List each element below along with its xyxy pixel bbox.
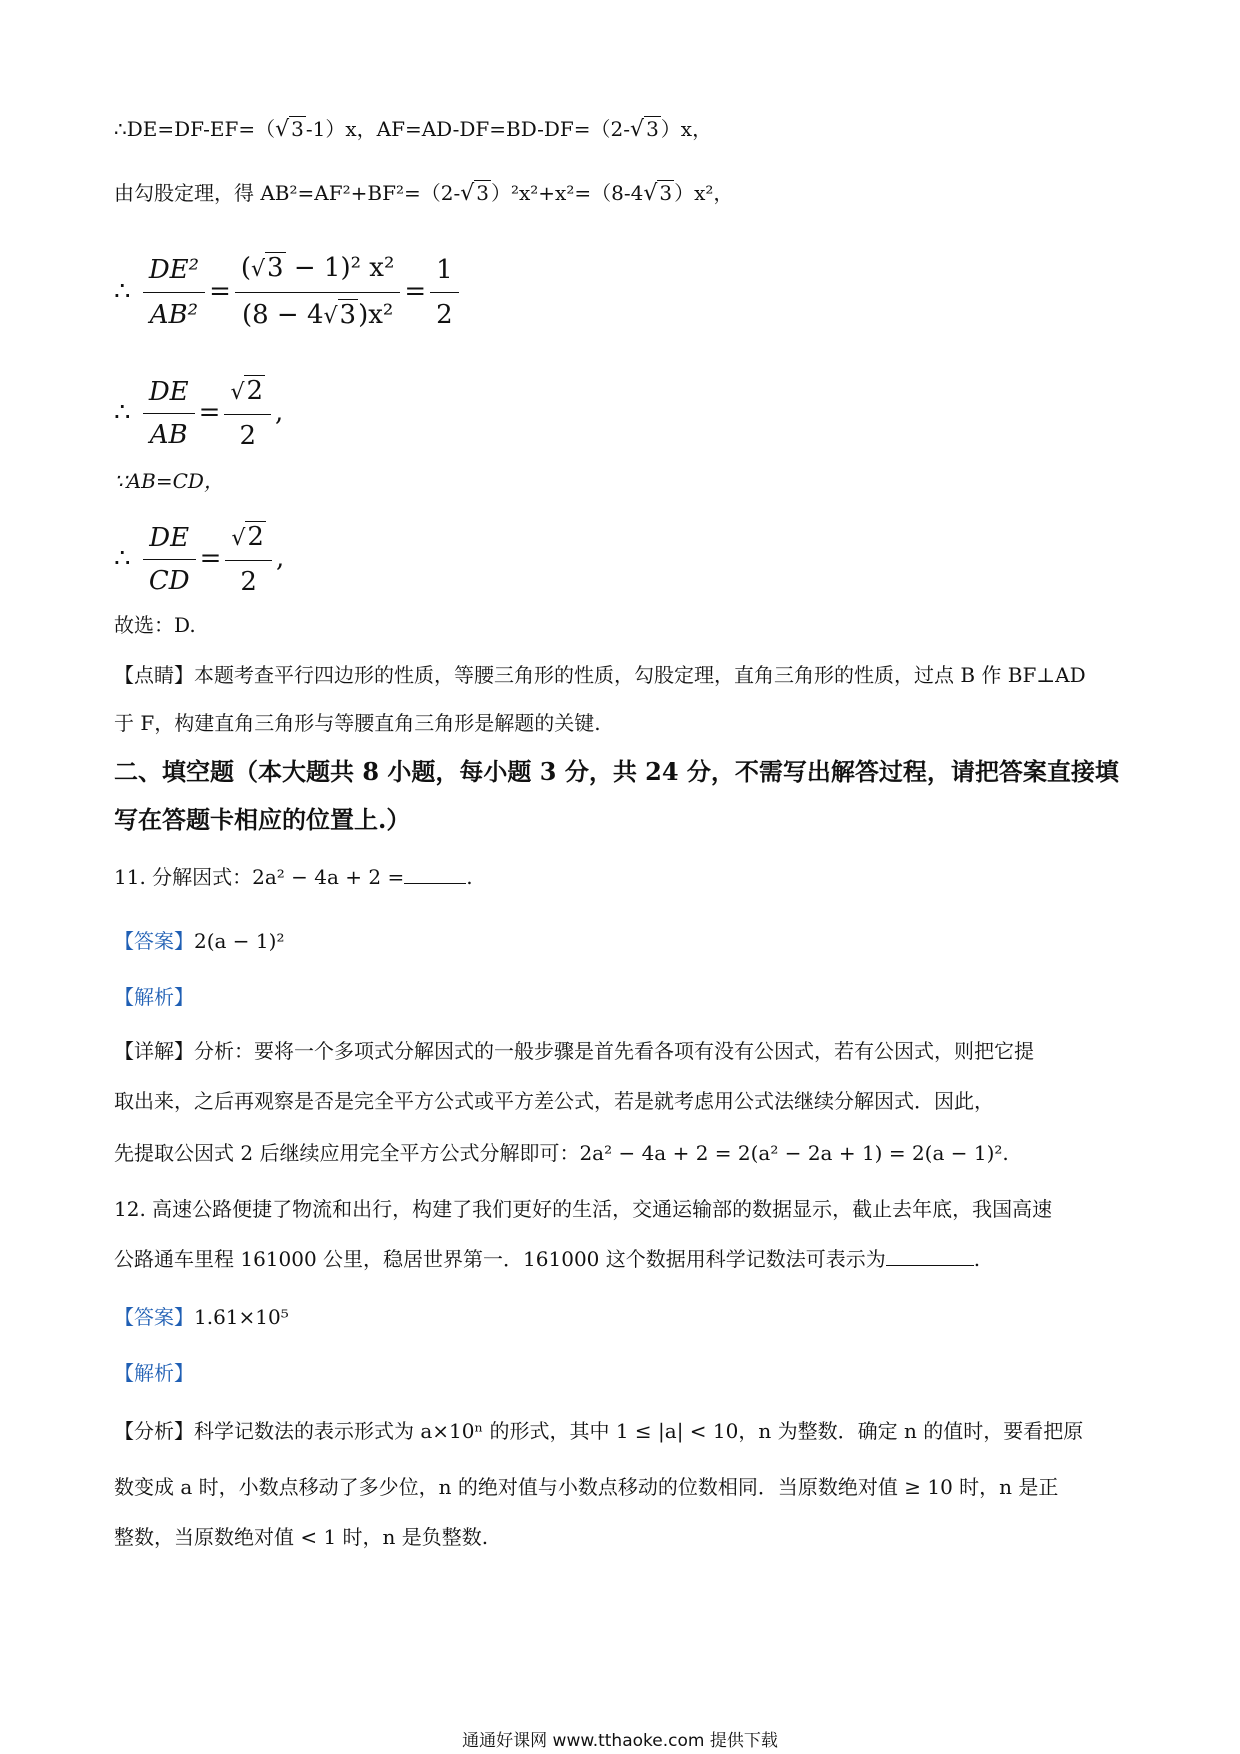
analysis-line-3: 整数，当原数绝对值 < 1 时，n 是负整数.: [114, 1525, 489, 1549]
section-title-1: 二、填空题（本大题共 8 小题，每小题 3 分，共 24 分，不需写出解答过程，请把答案直接填: [114, 757, 1119, 786]
comment-line-1: 【点睛】本题考查平行四边形的性质，等腰三角形的性质，勾股定理，直角三角形的性质，过点 B 作 BF⊥AD: [114, 663, 1086, 687]
fraction-sqrt2-over-2: $\frac{√2}{2}$: [224, 372, 271, 455]
answer-blank: [886, 1265, 974, 1266]
answer-12: 【答案】1.61×10⁵: [114, 1305, 289, 1329]
detail-line-2: 取出来，之后再观察是否是完全平方公式或平方差公式，若是就考虑用公式法继续分解因式．因此，: [114, 1089, 994, 1113]
sqrt: √ 3: [275, 117, 304, 142]
question-11: 11. 分解因式：2a² − 4a + 2 = .: [114, 865, 473, 889]
choice-line: 故选：D.: [114, 613, 196, 637]
therefore: ∴: [114, 276, 131, 307]
fraction-de-cd: $\frac{DE}{CD}$: [143, 519, 196, 600]
step-de-cd: ∴ $\frac{DE}{CD}$ = $\frac{√2}{2}$ ,: [114, 518, 284, 601]
sqrt: √ 3: [460, 181, 489, 206]
step-ratio-squared: ∴ $\frac{\text{DE²}}{\text{AB²}}$ = $\frac{\text{(√3 − 1)² x²}}{\text{(8 − 4√3)x²}}$ = $\frac{1}{2}$: [114, 248, 463, 337]
step-ab-cd: ∵AB=CD，: [114, 469, 224, 493]
step-pythagoras: [114, 178, 733, 209]
detail-line-3: 先提取公因式 2 后继续应用完全平方公式分解即可：2a² − 4a + 2 = 2(a² − 2a + 1) = 2(a − 1)².: [114, 1141, 1009, 1165]
detail-line-1: 【详解】分析：要将一个多项式分解因式的一般步骤是首先看各项有没有公因式，若有公因式，则把它提: [114, 1039, 1034, 1063]
sqrt: √ 3: [630, 117, 659, 142]
text: -1）x，AF=AD-DF=BD-DF=（2-: [305, 117, 631, 141]
text: ）²x²+x²=（8-4: [490, 181, 644, 205]
fraction-de2-ab2: $\frac{\text{DE²}}{\text{AB²}}$: [143, 250, 205, 335]
text: 由勾股定理，得 AB²=AF²+BF²=（2-: [114, 181, 461, 205]
question-12-line-2: 公路通车里程 161000 公里，稳居世界第一．161000 这个数据用科学记数法可表示为 .: [114, 1247, 981, 1271]
text: ∴DE=DF-EF=（: [114, 117, 276, 141]
answer-blank: [404, 883, 466, 884]
analysis-line-1: 【分析】科学记数法的表示形式为 a×10ⁿ 的形式，其中 1 ≤ |a| < 10，n 为整数．确定 n 的值时，要看把原: [114, 1419, 1084, 1443]
question-12-line-1: 12. 高速公路便捷了物流和出行，构建了我们更好的生活，交通运输部的数据显示，截止去年底，我国高速: [114, 1197, 1053, 1221]
text: ）x，: [660, 117, 713, 141]
footer-watermark: 通通好课网 www.tthaoke.com 提供下载: [462, 1731, 778, 1751]
answer-label: 【答案】: [114, 1305, 194, 1329]
therefore: ∴: [114, 397, 131, 428]
therefore: ∴: [114, 543, 131, 574]
fraction-half: $\frac{1}{2}$: [430, 250, 459, 335]
text: ）x²，: [674, 181, 734, 205]
analysis-label: 【解析】: [114, 1361, 194, 1385]
fraction-sqrt2-over-2: $\frac{√2}{2}$: [225, 518, 272, 601]
step-de-ab: ∴ $\frac{DE}{AB}$ = $\frac{√2}{2}$ ,: [114, 372, 283, 455]
fraction-de-ab: $\frac{DE}{AB}$: [143, 373, 195, 454]
section-title-2: 写在答题卡相应的位置上.）: [114, 805, 411, 834]
step-de-af: [114, 114, 712, 145]
sqrt: √ 3: [643, 181, 673, 206]
analysis-line-2: 数变成 a 时，小数点移动了多少位，n 的绝对值与小数点移动的位数相同．当原数绝对值 ≥ 10 时，n 是正: [114, 1475, 1059, 1499]
answer-label: 【答案】: [114, 929, 194, 953]
analysis-label: 【解析】: [114, 985, 194, 1009]
answer-11: 【答案】2(a − 1)²: [114, 929, 285, 953]
comment-line-2: 于 F，构建直角三角形与等腰直角三角形是解题的关键.: [114, 711, 601, 735]
fraction-expression: $\frac{\text{(√3 − 1)² x²}}{\text{(8 − 4√3)x²}}$: [235, 248, 401, 337]
